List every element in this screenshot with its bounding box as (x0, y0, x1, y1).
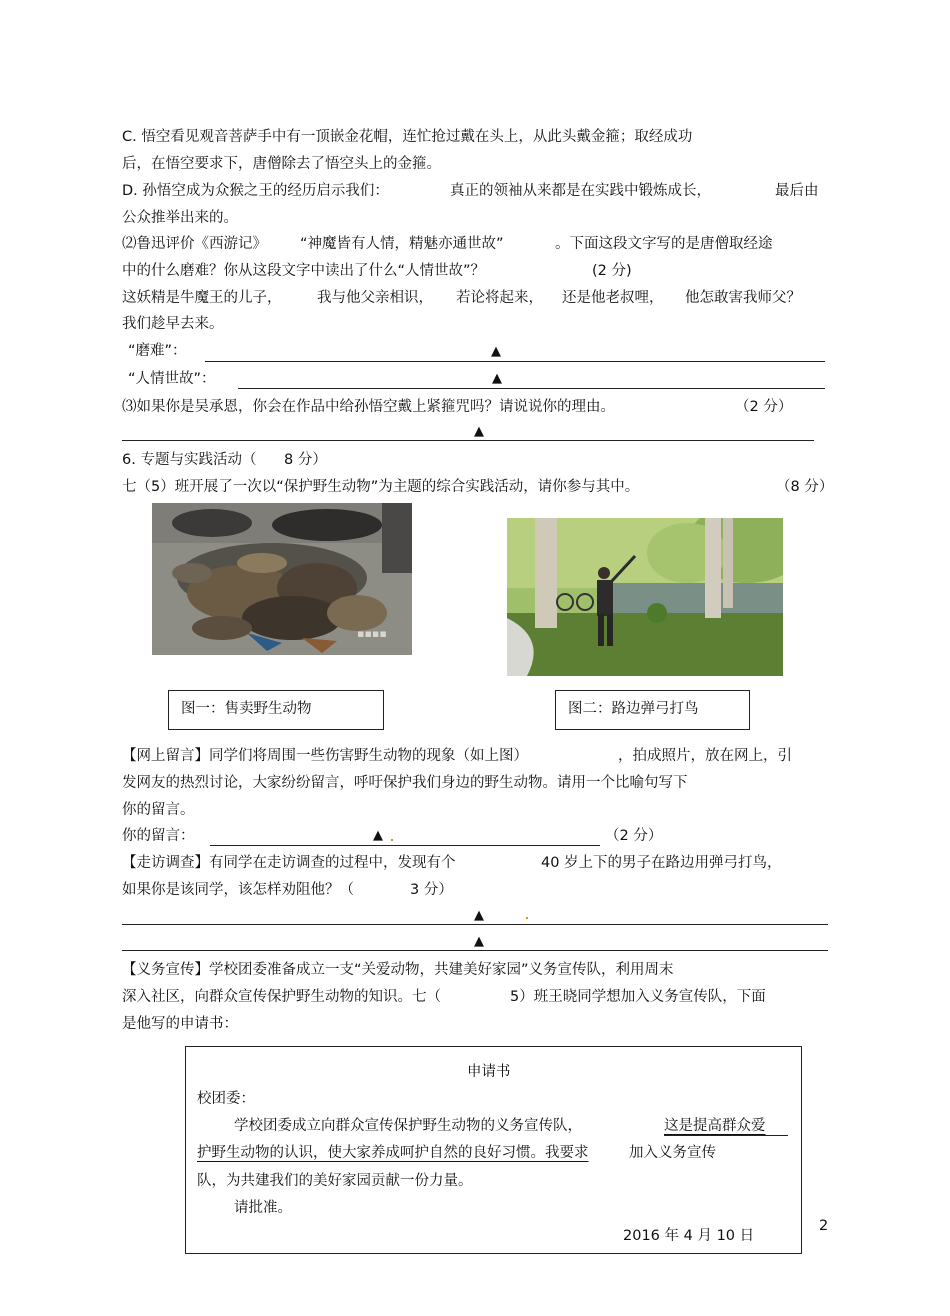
promo-line2-a: 深入社区，向群众宣传保护野生动物的知识。七（ (122, 989, 441, 1005)
online-line2: 发网友的热烈讨论，大家纷纷留言，呼吁保护我们身边的野生动物。请用一个比喻句写下 (122, 775, 688, 791)
answer-blank-monan-mark: ▲ (491, 344, 501, 359)
q3-text: ⑶如果你是吴承恩，你会在作品中给孙悟空戴上紧箍咒吗？请说说你的理由。 (122, 399, 615, 415)
passage-line2: 我们趁早去来。 (122, 316, 224, 332)
visit-line1-b: 40 岁上下的男子在路边用弹弓打鸟， (541, 855, 782, 871)
label-renqing: “人情世故”： (128, 371, 216, 387)
answer-line-q3[interactable] (122, 440, 814, 441)
letter-body2-b: 加入义务宣传 (629, 1145, 716, 1161)
page-number: 2 (819, 1218, 829, 1234)
q6-title-a: 6. 专题与实践活动（ (122, 452, 257, 468)
q2-line2-score: (2 分) (592, 263, 632, 279)
passage-2: 我与他父亲相识， (317, 290, 433, 306)
letter-request: 请批准。 (234, 1200, 292, 1216)
fig1-caption: 图一：售卖野生动物 (168, 690, 384, 730)
passage-3: 若论将起来， (456, 290, 543, 306)
answer-line-visit1[interactable] (122, 924, 828, 925)
your-message-label: 你的留言： (122, 828, 195, 844)
answer-blank-visit1-mark: ▲ (474, 908, 484, 923)
underline-1 (664, 1135, 788, 1136)
visit-line2-a: 如果你是该同学，该怎样劝阻他？（ (122, 882, 354, 898)
promo-line1: 【义务宣传】学校团委准备成立一支“关爱动物，共建美好家园”义务宣传队，利用周末 (122, 962, 674, 978)
letter-body2-a-underlined: 护野生动物的认识，使大家养成呵护自然的良好习惯。我要求 (197, 1145, 589, 1161)
online-line3: 你的留言。 (122, 802, 195, 818)
your-message-score: （2 分） (605, 828, 663, 844)
q6-intro-score: （8 分） (776, 479, 834, 495)
answer-blank-message-mark: ▲ (373, 828, 383, 843)
scan-speck-2 (526, 917, 528, 919)
letter-body1-a: 学校团委成立向群众宣传保护野生动物的义务宣传队， (234, 1118, 582, 1134)
answer-blank-q3-mark: ▲ (474, 424, 484, 439)
option-c-line2: 后，在悟空要求下，唐僧除去了悟空头上的金箍。 (122, 156, 441, 172)
visit-line2-b: 3 分） (410, 882, 453, 898)
passage-5: 他怎敢害我师父？ (685, 290, 801, 306)
q6-intro: 七（5）班开展了一次以“保护野生动物”为主题的综合实践活动，请你参与其中。 (122, 479, 640, 495)
q2-line1-a: ⑵鲁迅评价《西游记》 (122, 236, 267, 252)
visit-line1-a: 【走访调查】有同学在走访调查的过程中，发现有个 (122, 855, 456, 871)
passage-4: 还是他老叔哩， (562, 290, 664, 306)
answer-line-visit2[interactable] (122, 950, 828, 951)
promo-line3: 是他写的申请书： (122, 1016, 238, 1032)
photo-slingshot-bird (507, 518, 783, 676)
online-line1-b: ，拍成照片，放在网上，引 (618, 748, 792, 764)
promo-line2-b: 5）班王晓同学想加入义务宣传队，下面 (510, 989, 766, 1005)
option-d-line1-c: 最后由 (775, 183, 819, 199)
answer-blank-renqing-mark: ▲ (492, 371, 502, 386)
answer-line-renqing[interactable] (238, 388, 825, 389)
q2-line1-b: “神魔皆有人情，精魅亦通世故” (300, 236, 504, 252)
fig2-caption: 图二：路边弹弓打鸟 (555, 690, 750, 730)
svg-text:▪▪▪▪: ▪▪▪▪ (357, 627, 387, 640)
letter-title: 申请书 (467, 1064, 511, 1080)
photo-wildlife-sale (152, 503, 412, 655)
option-d-line1-b: 真正的领袖从来都是在实践中锻炼成长， (450, 183, 711, 199)
scan-speck (391, 839, 393, 841)
q2-line2-a: 中的什么磨难？你从这段文字中读出了什么“人情世故”？ (122, 263, 486, 279)
q3-score: （2 分） (735, 399, 793, 415)
letter-body3: 队，为共建我们的美好家园贡献一份力量。 (197, 1173, 473, 1189)
letter-body1-b-underlined: 这是提高群众爱 (664, 1118, 766, 1134)
answer-line-message[interactable] (210, 845, 600, 846)
label-monan: “磨难”： (128, 343, 187, 359)
letter-date: 2016 年 4 月 10 日 (623, 1228, 755, 1244)
answer-blank-visit2-mark: ▲ (474, 934, 484, 949)
q2-line1-c: 。下面这段文字写的是唐僧取经途 (555, 236, 773, 252)
option-d-line1-a: D. 孙悟空成为众猴之王的经历启示我们： (122, 183, 389, 199)
answer-line-monan[interactable] (205, 361, 825, 362)
option-d-line2: 公众推举出来的。 (122, 210, 238, 226)
letter-salutation: 校团委： (197, 1091, 255, 1107)
online-line1-a: 【网上留言】同学们将周围一些伤害野生动物的现象（如上图） (122, 748, 528, 764)
option-c-line1: C. 悟空看见观音菩萨手中有一顶嵌金花帽，连忙抢过戴在头上，从此头戴金箍；取经成功 (122, 129, 693, 145)
q6-title-b: 8 分） (284, 452, 327, 468)
passage-1: 这妖精是牛魔王的儿子， (122, 290, 282, 306)
